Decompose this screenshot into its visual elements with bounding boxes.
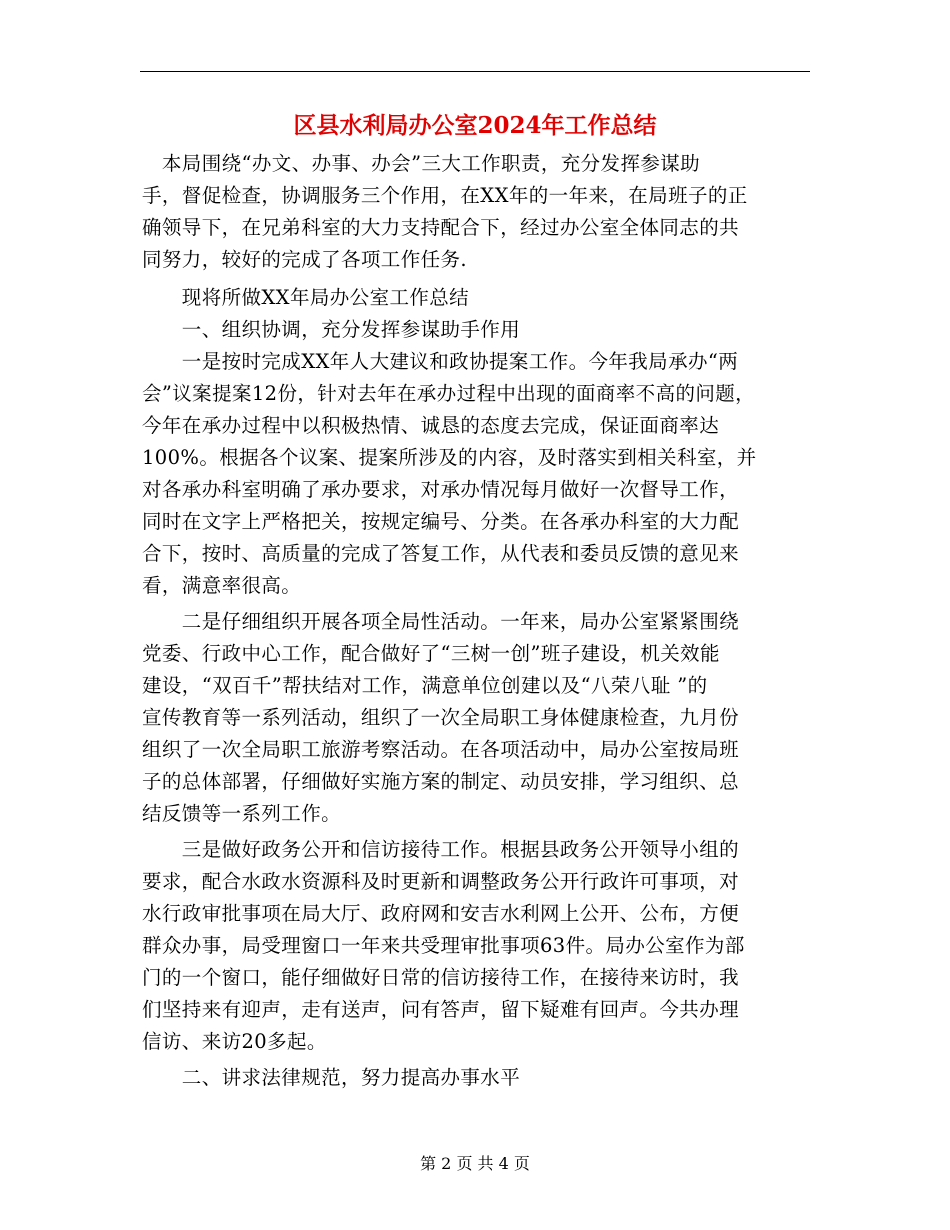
section-heading: 二、讲求法律规范，努力提高办事水平 [142,1066,521,1089]
body-line: 门的一个窗口，能仔细做好日常的信访接待工作，在接待来访时，我 [142,966,740,989]
body-line: 组织了一次全局职工旅游考察活动。在各项活动中，局办公室按局班 [142,738,740,761]
body-line: 合下，按时、高质量的完成了答复工作，从代表和委员反馈的意见来 [142,542,740,565]
body-line: 100%。根据各个议案、提案所涉及的内容，及时落实到相关科室，并 [142,446,757,469]
body-line: 同时在文字上严格把关，按规定编号、分类。在各承办科室的大力配 [142,510,740,533]
body-line: 们坚持来有迎声，走有送声，问有答声，留下疑难有回声。今共办理 [142,998,740,1021]
body-line: 本局围绕“办文、办事、办会”三大工作职责，充分发挥参谋助 [142,152,701,175]
body-line: 子的总体部署，仔细做好实施方案的制定、动员安排，学习组织、总 [142,770,740,793]
body-line: 看，满意率很高。 [142,574,302,597]
body-line: 对各承办科室明确了承办要求，对承办情况每月做好一次督导工作， [142,478,740,501]
body-line: 一是按时完成XX年人大建议和政协提案工作。今年我局承办“两 [142,350,739,373]
body-line: 党委、行政中心工作，配合做好了“三树一创”班子建设，机关效能 [142,642,720,665]
body-line: 今年在承办过程中以积极热情、诚恳的态度去完成，保证面商率达 [142,414,720,437]
body-line: 信访、来访20多起。 [142,1030,327,1053]
body-line: 宣传教育等一系列活动，组织了一次全局职工身体健康检查，九月份 [142,706,740,729]
body-line: 要求，配合水政水资源科及时更新和调整政务公开行政许可事项，对 [142,870,740,893]
body-line: 会”议案提案12份，针对去年在承办过程中出现的面商率不高的问题， [142,382,756,405]
body-line: 同努力，较好的完成了各项工作任务. [142,248,467,271]
body-line: 二是仔细组织开展各项全局性活动。一年来，局办公室紧紧围绕 [142,610,740,633]
document-title: 区县水利局办公室2024年工作总结 [293,112,657,139]
body-line: 结反馈等一系列工作。 [142,802,342,825]
body-line: 群众办事，局受理窗口一年来共受理审批事项63件。局办公室作为部 [142,934,745,957]
body-line: 现将所做XX年局办公室工作总结 [142,286,470,309]
page-number-footer: 第 2 页 共 4 页 [420,1154,530,1173]
section-heading: 一、组织协调，充分发挥参谋助手作用 [142,318,521,341]
body-line: 手，督促检查，协调服务三个作用，在XX年的一年来，在局班子的正 [142,184,748,207]
body-line: 水行政审批事项在局大厅、政府网和安吉水利网上公开、公布，方便 [142,902,740,925]
body-line: 三是做好政务公开和信访接待工作。根据县政务公开领导小组的 [142,838,740,861]
header-rule [140,71,810,72]
body-line: 建设，“双百千”帮扶结对工作，满意单位创建以及“八荣八耻 ”的 [142,674,708,697]
body-line: 确领导下，在兄弟科室的大力支持配合下，经过办公室全体同志的共 [142,216,740,239]
